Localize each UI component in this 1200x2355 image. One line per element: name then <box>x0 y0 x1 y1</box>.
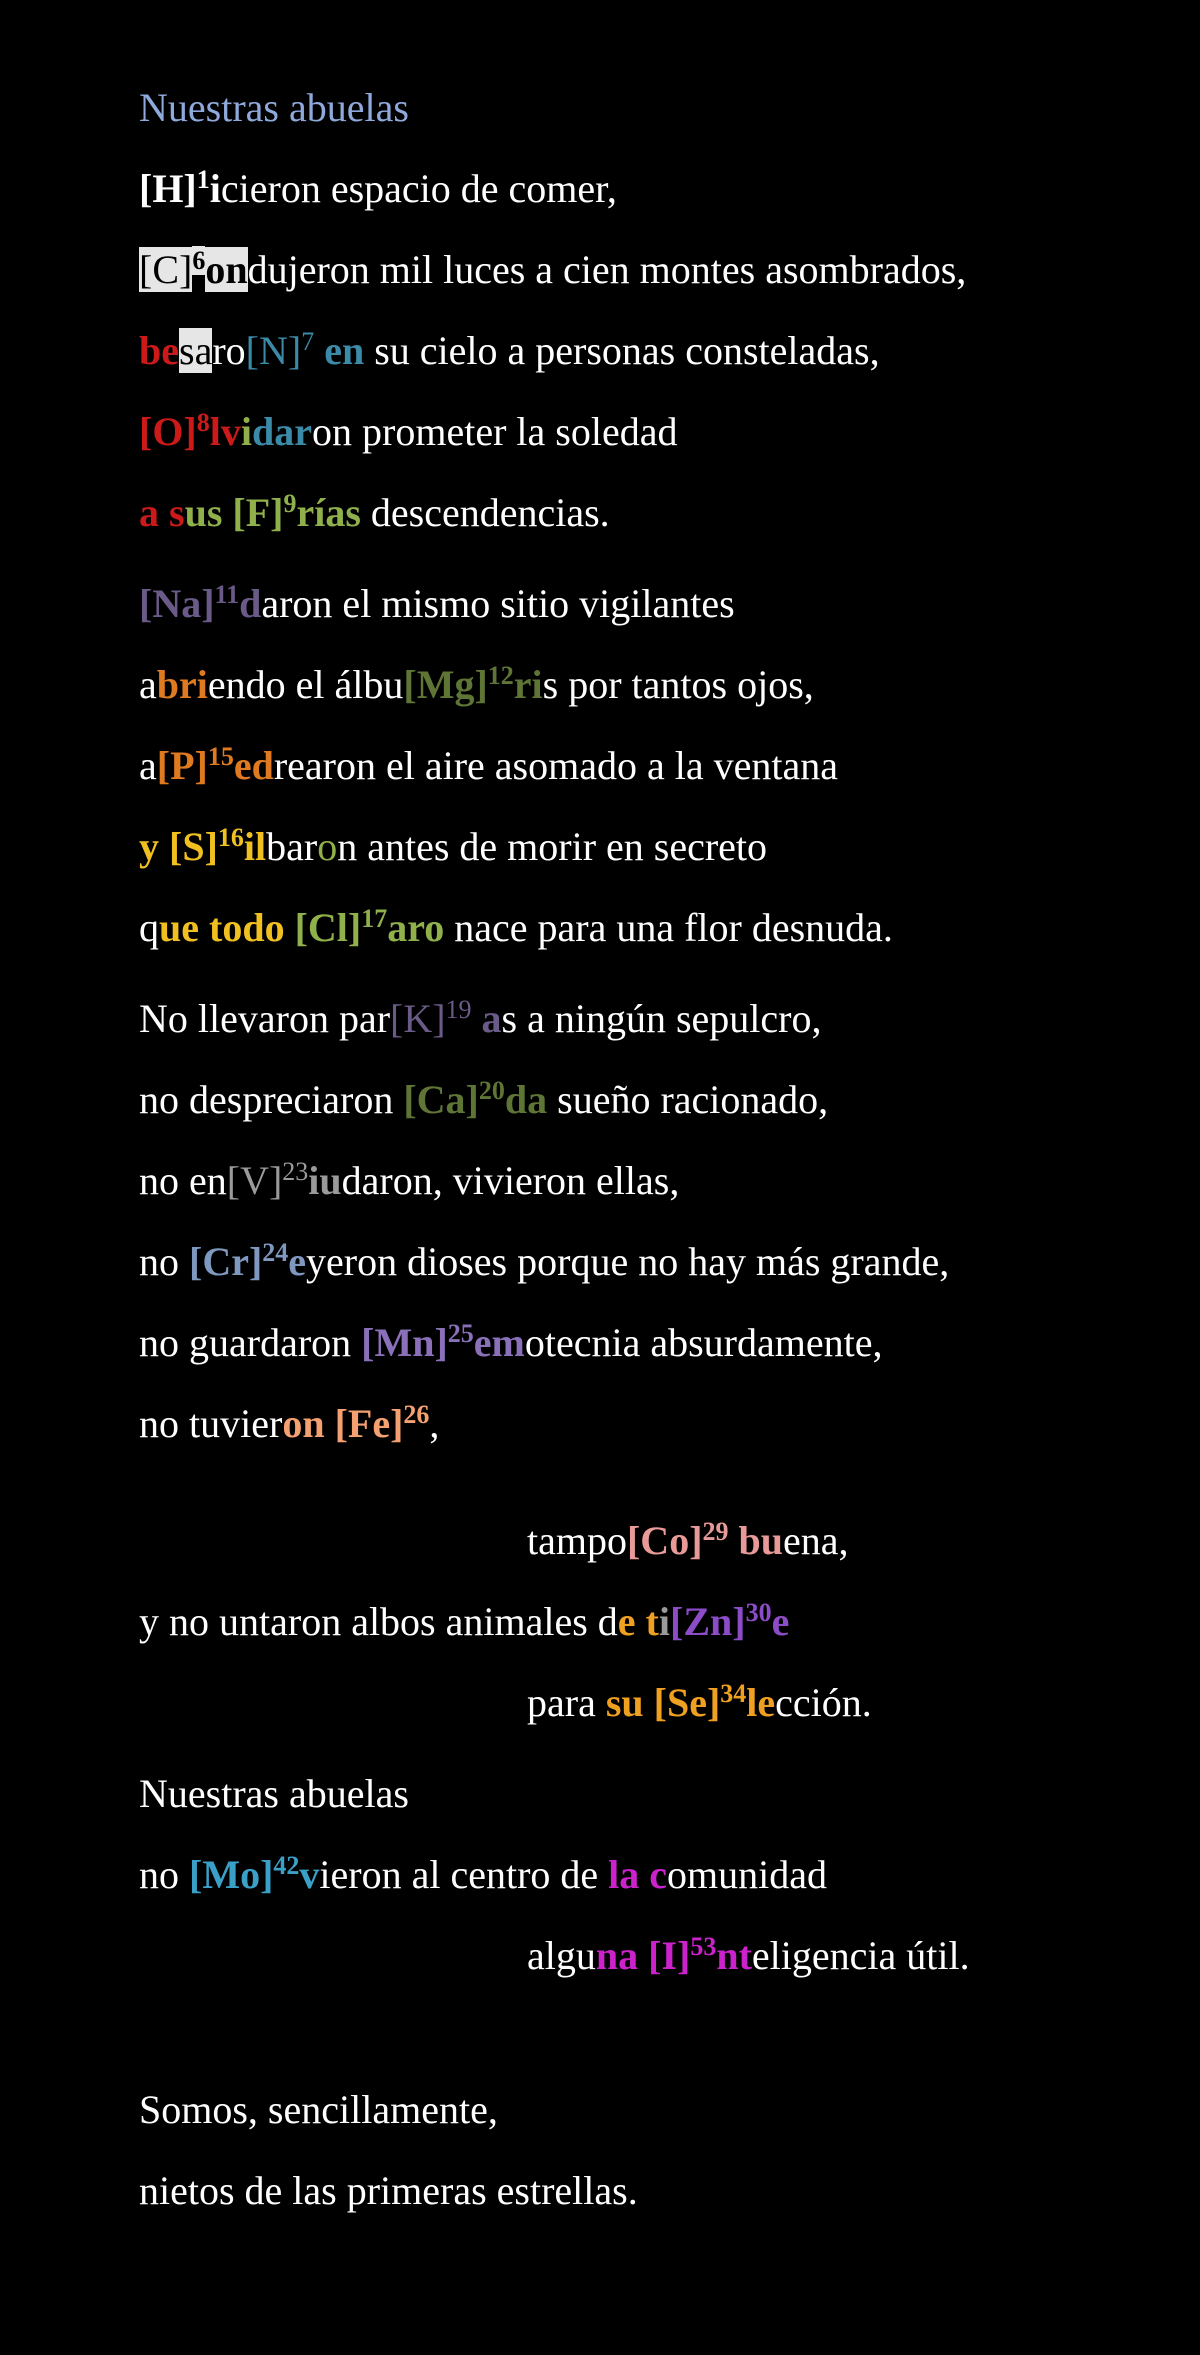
poem-line <box>139 1394 1139 1454</box>
text-segment: a <box>194 328 213 373</box>
text-segment: a s <box>139 490 185 535</box>
text-segment: d <box>239 581 262 626</box>
text-segment: No llevaron par <box>139 996 391 1041</box>
text-segment: aron el mismo sitio vigilantes <box>261 581 735 626</box>
atomic-number: 53 <box>690 1932 717 1961</box>
text-segment: on <box>205 247 248 292</box>
text-segment: q <box>139 905 159 950</box>
text-segment: dujeron mil luces a cien montes asombrados, <box>247 247 967 292</box>
poem-line <box>139 817 1139 877</box>
poem <box>139 78 1139 2221</box>
text-segment: tampo <box>527 1518 627 1563</box>
text-segment: cción. <box>775 1680 872 1725</box>
text-segment: s a ningún sepulcro, <box>501 996 822 1041</box>
text-segment: no guardaron <box>139 1320 362 1365</box>
poem-line <box>139 1232 1139 1292</box>
text-segment: n antes de morir en secreto <box>337 824 768 869</box>
text-segment: daron, vivieron ellas, <box>341 1158 680 1203</box>
text-segment: Somos, sencillamente, <box>139 2087 498 2132</box>
text-segment: [V] <box>226 1158 283 1203</box>
text-segment: [N] <box>245 328 302 373</box>
poem-line <box>139 1673 1139 1733</box>
text-segment: [Co] <box>626 1518 703 1563</box>
poem-line <box>139 2080 1139 2140</box>
text-segment: [Mn] <box>361 1320 448 1365</box>
atomic-number: 9 <box>283 489 297 518</box>
text-segment: [Mo] <box>189 1852 274 1897</box>
text-segment: [Cr] <box>189 1239 263 1284</box>
poem-line <box>139 1845 1139 1905</box>
text-segment: no <box>139 1239 189 1284</box>
text-segment: y no untaron albos animales d <box>139 1599 618 1644</box>
atomic-number: 23 <box>282 1157 309 1186</box>
text-segment: bri <box>156 662 208 707</box>
text-segment: [F] <box>232 490 284 535</box>
atomic-number: 8 <box>196 408 210 437</box>
text-segment: o <box>317 824 338 869</box>
text-segment: rearon el aire asomado a la ventana <box>273 743 838 788</box>
poem-line <box>139 1151 1139 1211</box>
atomic-number: 7 <box>301 327 315 356</box>
atomic-number: 12 <box>487 661 514 690</box>
poem-line <box>139 898 1139 958</box>
poem-line <box>139 402 1139 462</box>
text-segment: [Fe] <box>334 1401 404 1446</box>
text-segment: i <box>658 1599 670 1644</box>
text-segment: em <box>473 1320 525 1365</box>
atomic-number: 25 <box>447 1319 474 1348</box>
text-segment: na <box>595 1933 649 1978</box>
text-segment: da <box>504 1077 548 1122</box>
text-segment: ena, <box>783 1518 849 1563</box>
poem-line <box>139 1764 1139 1824</box>
text-segment: [S] <box>169 824 218 869</box>
text-segment: [K] <box>390 996 446 1041</box>
poem-line <box>139 159 1139 219</box>
text-segment: e t <box>617 1599 659 1644</box>
text-segment: us <box>184 490 233 535</box>
text-segment: [Ca] <box>403 1077 479 1122</box>
text-segment: s <box>179 328 195 373</box>
atomic-number: 34 <box>720 1679 747 1708</box>
text-segment: rías <box>296 490 361 535</box>
text-segment: yeron dioses porque no hay más grande, <box>306 1239 950 1284</box>
text-segment: ieron al centro de <box>319 1852 609 1897</box>
text-segment: Nuestras abuelas <box>139 1771 409 1816</box>
text-segment: su <box>605 1680 654 1725</box>
text-segment: [C] <box>139 247 193 292</box>
text-segment: [Zn] <box>670 1599 746 1644</box>
text-segment: e <box>771 1599 790 1644</box>
text-segment: on prometer la soledad <box>312 409 678 454</box>
text-segment: nietos de las primeras estrellas. <box>139 2168 638 2213</box>
text-segment: en <box>314 328 365 373</box>
poem-line <box>139 1070 1139 1130</box>
atomic-number: 19 <box>445 995 472 1024</box>
poem-line <box>139 1592 1139 1652</box>
atomic-number: 15 <box>207 742 234 771</box>
atomic-number: 20 <box>478 1076 505 1105</box>
text-segment: s por tantos ojos, <box>542 662 814 707</box>
text-segment: [Cl] <box>294 905 362 950</box>
text-segment: a <box>139 743 157 788</box>
text-segment: a <box>139 662 157 707</box>
poem-title: Nuestras abuelas <box>139 85 409 130</box>
text-segment: sueño racionado, <box>547 1077 829 1122</box>
text-segment: e <box>288 1239 307 1284</box>
poem-line <box>139 655 1139 715</box>
text-segment: no despreciaron <box>139 1077 404 1122</box>
text-segment: ue todo <box>159 905 295 950</box>
text-segment: le <box>746 1680 776 1725</box>
poem-lines <box>139 159 1139 2221</box>
text-segment: y <box>139 824 169 869</box>
text-segment: i <box>240 409 253 454</box>
text-segment: nace para una flor desnuda. <box>444 905 893 950</box>
text-segment: no tuvier <box>139 1401 283 1446</box>
text-segment: [O] <box>139 409 197 454</box>
text-segment: la c <box>608 1852 668 1897</box>
atomic-number: 16 <box>217 823 244 852</box>
text-segment: [Se] <box>653 1680 721 1725</box>
atomic-number: 29 <box>702 1517 729 1546</box>
text-segment: bu <box>728 1518 784 1563</box>
poem-line <box>139 989 1139 1049</box>
poem-line <box>139 1511 1139 1571</box>
text-segment: no en <box>139 1158 227 1203</box>
text-segment: a <box>471 996 502 1041</box>
text-segment: i <box>209 166 221 211</box>
atomic-number: 30 <box>745 1598 772 1627</box>
poem-line <box>139 1926 1139 1986</box>
poem-line <box>139 321 1139 381</box>
atomic-number: 42 <box>273 1851 300 1880</box>
text-segment: aro <box>387 905 445 950</box>
text-segment: iu <box>308 1158 342 1203</box>
atomic-number: 24 <box>262 1238 289 1267</box>
text-segment: otecnia absurdamente, <box>524 1320 883 1365</box>
poem-line <box>139 1313 1139 1373</box>
text-segment: v <box>299 1852 320 1897</box>
text-segment: omunidad <box>667 1852 828 1897</box>
text-segment: eligencia útil. <box>751 1933 970 1978</box>
poem-line <box>139 574 1139 634</box>
text-segment: endo el álbu <box>207 662 404 707</box>
atomic-number: 6 <box>192 246 206 275</box>
text-segment: no <box>139 1852 189 1897</box>
text-segment: ri <box>513 662 543 707</box>
poem-line <box>139 2161 1139 2221</box>
text-segment: ro <box>212 328 246 373</box>
text-segment: , <box>429 1401 440 1446</box>
text-segment: nt <box>716 1933 752 1978</box>
text-segment: descendencias. <box>360 490 610 535</box>
text-segment: il <box>243 824 267 869</box>
text-segment: dar <box>252 409 313 454</box>
poem-line <box>139 240 1139 300</box>
text-segment: be <box>139 328 179 373</box>
text-segment: on <box>282 1401 335 1446</box>
text-segment: [Na] <box>139 581 215 626</box>
text-segment: [I] <box>648 1933 691 1978</box>
text-segment: algu <box>527 1933 596 1978</box>
atomic-number: 26 <box>403 1400 430 1429</box>
text-segment: [H] <box>139 166 197 211</box>
text-segment: su cielo a personas consteladas, <box>364 328 880 373</box>
atomic-number: 11 <box>214 580 240 609</box>
atomic-number: 1 <box>196 165 210 194</box>
text-segment: lv <box>209 409 241 454</box>
text-segment: [Mg] <box>403 662 488 707</box>
text-segment: bar <box>266 824 318 869</box>
poem-line <box>139 736 1139 796</box>
poem-line <box>139 483 1139 543</box>
text-segment: para <box>527 1680 606 1725</box>
atomic-number: 17 <box>361 904 388 933</box>
text-segment: [P] <box>156 743 208 788</box>
text-segment: cieron espacio de comer, <box>220 166 617 211</box>
text-segment: ed <box>233 743 274 788</box>
